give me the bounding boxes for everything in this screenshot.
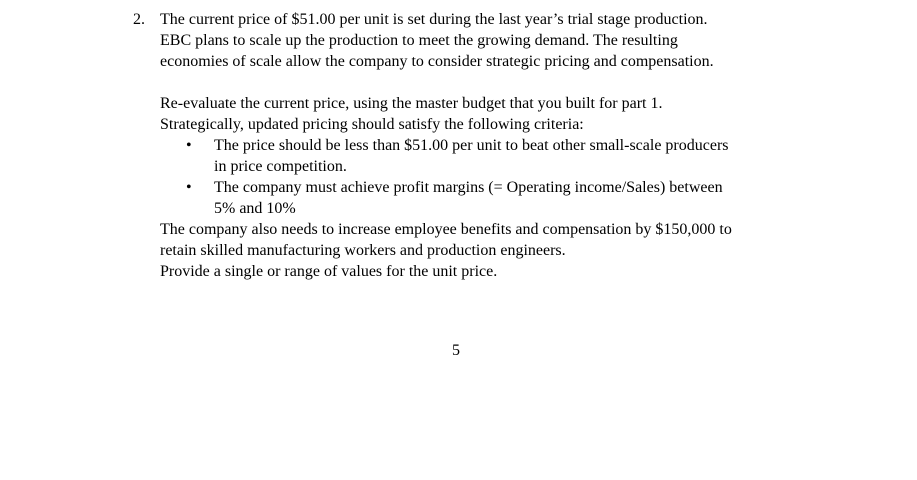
task-line: Re-evaluate the current price, using the master budget that you built for part 1.	[160, 95, 663, 112]
page-number: 5	[452, 342, 460, 359]
criteria-line: in price competition.	[214, 158, 347, 175]
criteria-line: The price should be less than $51.00 per unit to beat other small-scale producers	[214, 137, 729, 154]
closing-line: retain skilled manufacturing workers and production engineers.	[160, 242, 566, 259]
question-number: 2.	[133, 11, 145, 28]
task-line: Strategically, updated pricing should satisfy the following criteria:	[160, 116, 584, 133]
bullet-icon: •	[186, 179, 192, 196]
task-paragraph	[160, 93, 840, 135]
closing-line: The company also needs to increase employee benefits and compensation by $150,000 to	[160, 221, 732, 238]
closing-line: Provide a single or range of values for the unit price.	[160, 263, 498, 280]
criteria-text	[214, 177, 723, 219]
criteria-text	[214, 135, 729, 177]
intro-line: EBC plans to scale up the production to meet the growing demand. The resulting	[160, 32, 678, 49]
closing-paragraph	[160, 219, 840, 282]
criteria-line: The company must achieve profit margins (= Operating income/Sales) between	[214, 179, 723, 196]
criteria-line: 5% and 10%	[214, 200, 296, 217]
intro-line: The current price of $51.00 per unit is set during the last year’s trial stage production.	[160, 11, 708, 28]
bullet-icon: •	[186, 137, 192, 154]
question-intro-paragraph	[160, 9, 840, 72]
intro-line: economies of scale allow the company to consider strategic pricing and compensation.	[160, 53, 714, 70]
